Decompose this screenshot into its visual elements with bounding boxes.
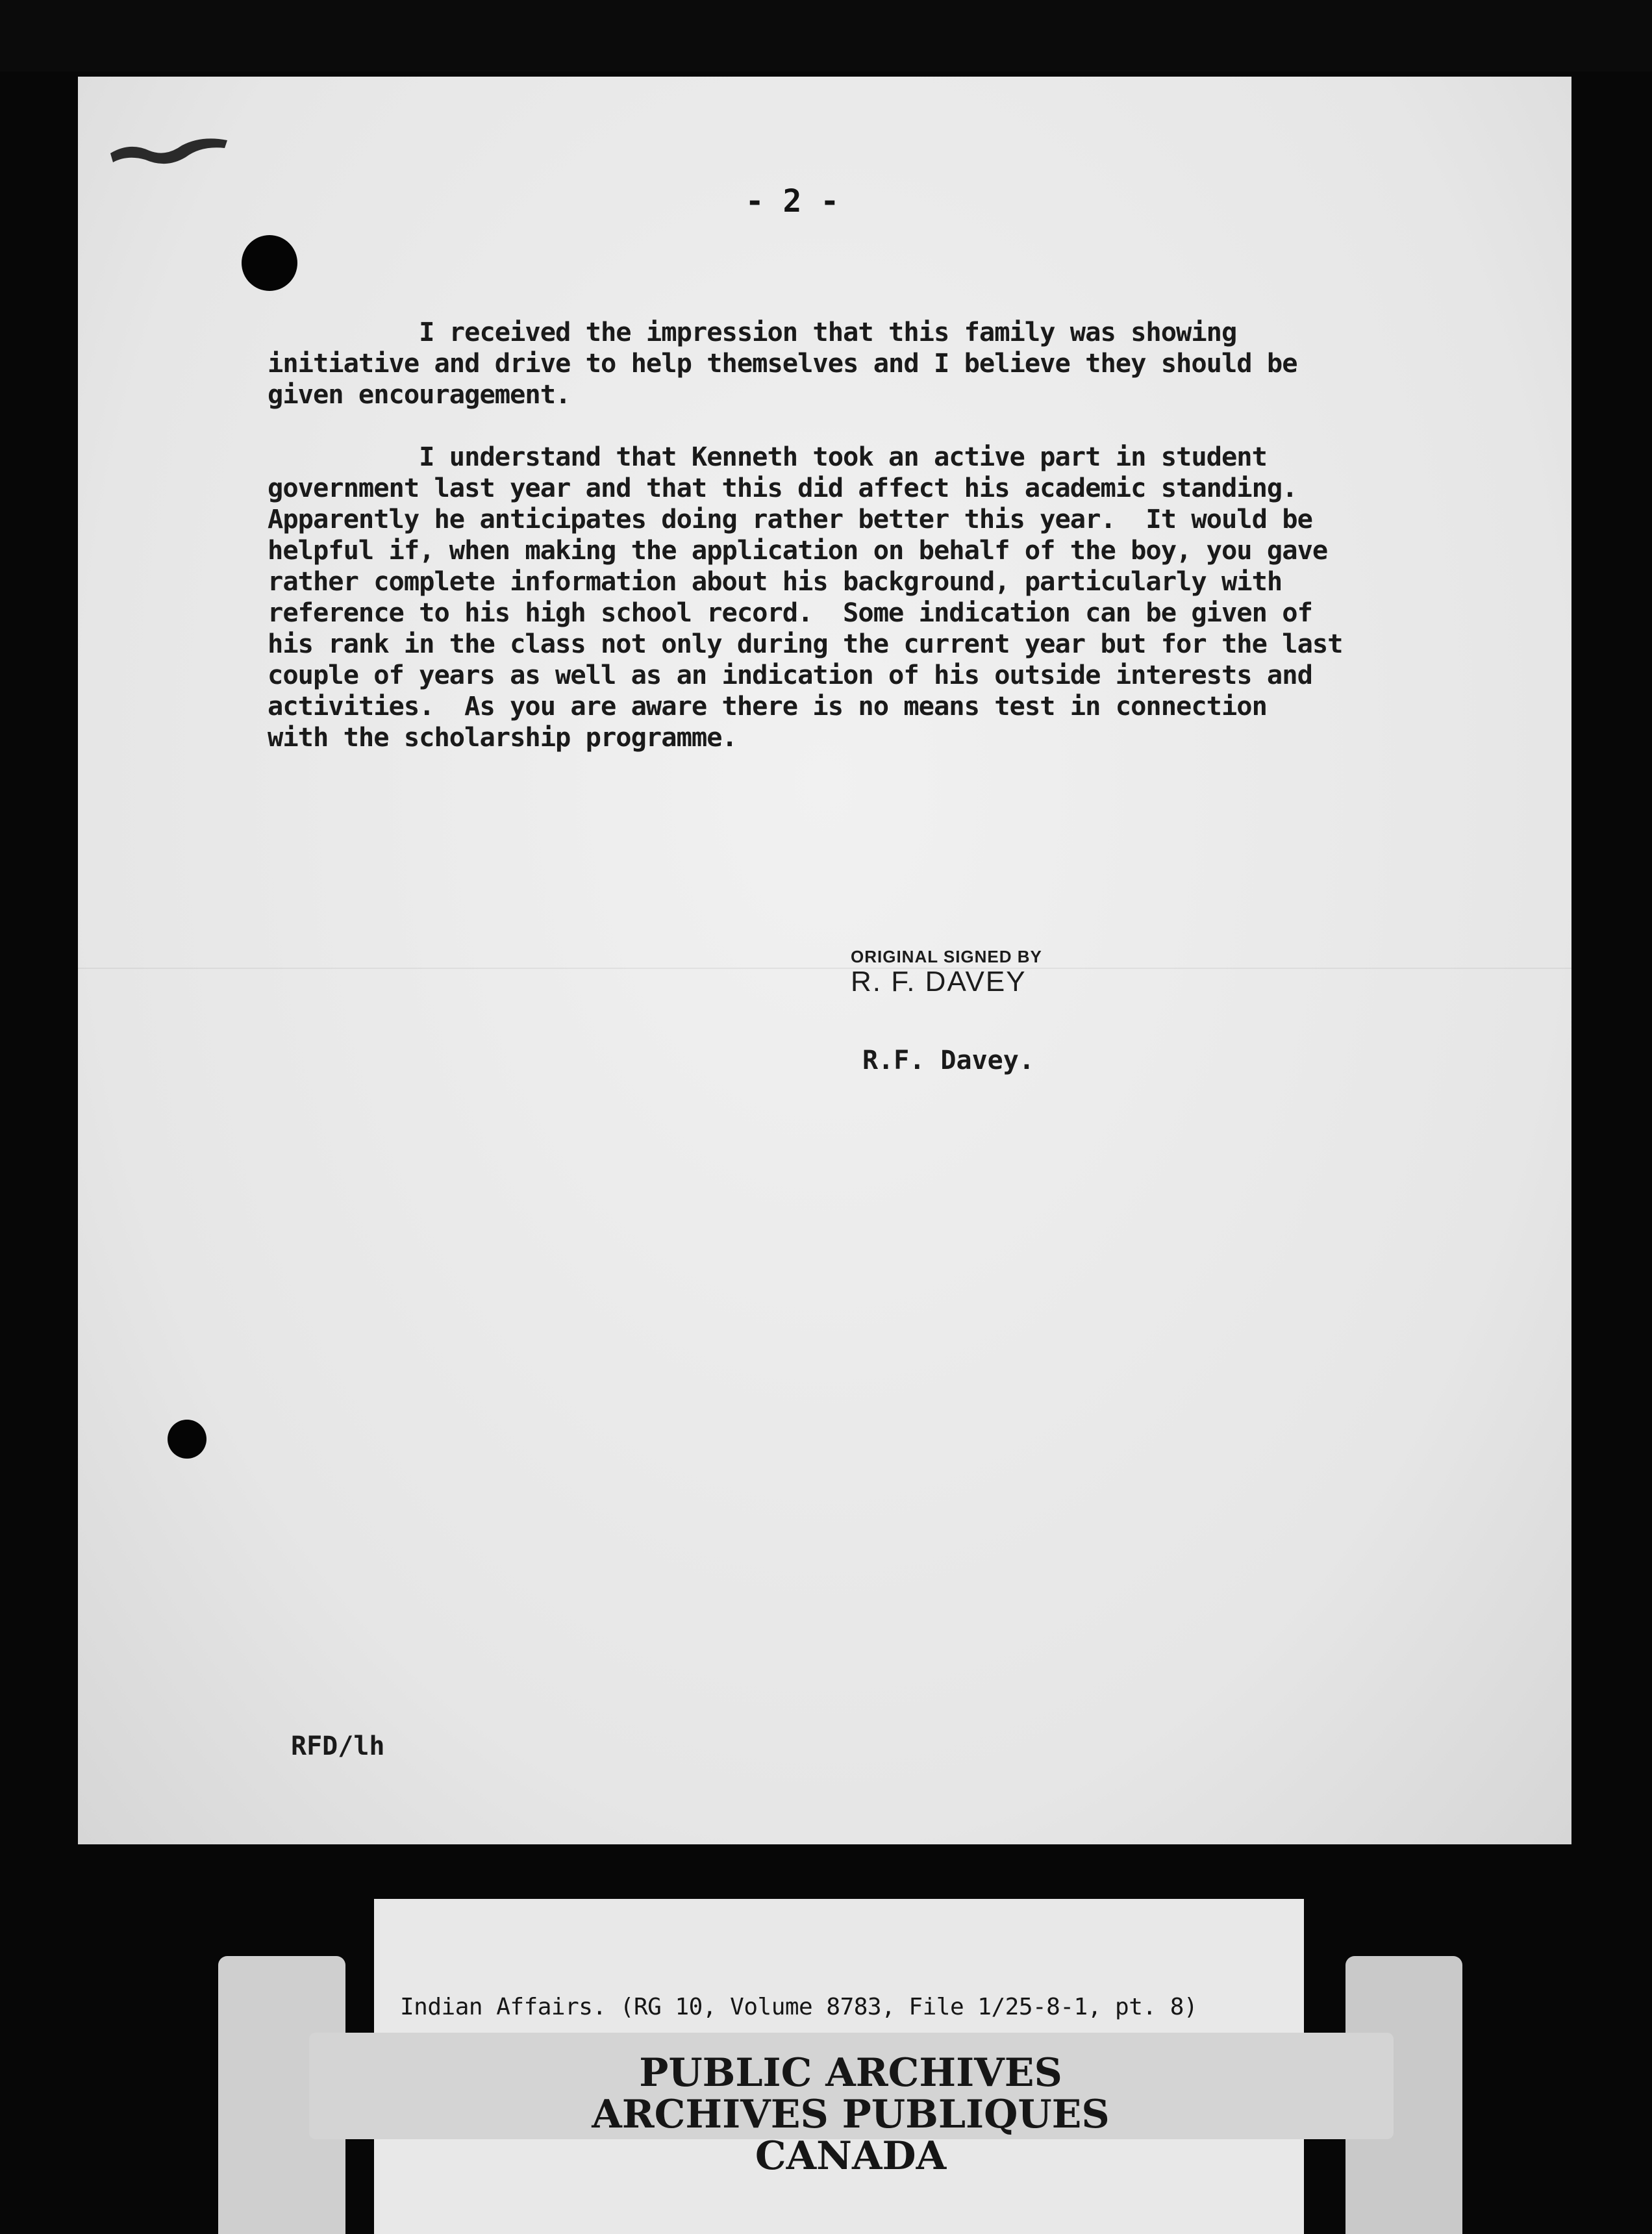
page-number: - 2 - xyxy=(745,183,840,220)
paragraph-kenneth-application: I understand that Kenneth took an active part in student government last year and that this did affect his academic standing. Apparently he anticipates doing rather better this year. It would be helpful if, when making the application on behalf of the boy, you gave rather complete information about his background, particularly with reference to his high school record. Some indication can be given of his rank in the class not only during the current year but for the last couple of years as well as an indication of his outside interests and activities. As you are aware there is no means test in connection with the scholarship programme. xyxy=(268,441,1343,753)
archives-line-french: ARCHIVES PUBLIQUES xyxy=(592,2092,1110,2137)
film-frame-top xyxy=(0,0,1652,71)
public-archives-stamp xyxy=(494,2052,1208,2177)
stamp-name: R. F. DAVEY xyxy=(851,966,1027,998)
punch-hole-bottom xyxy=(168,1420,206,1459)
signer-name: R.F. Davey. xyxy=(862,1046,1034,1075)
ink-smudge-icon xyxy=(104,129,234,181)
archives-line-english: PUBLIC ARCHIVES xyxy=(639,2050,1062,2096)
stamp-label: ORIGINAL SIGNED BY xyxy=(851,947,1042,966)
page-fold-line xyxy=(78,968,1571,969)
punch-hole-top xyxy=(242,235,297,291)
paragraph-family-initiative: I received the impression that this family was showing initiative and drive to help themselves and I believe they should be given encouragement. xyxy=(268,316,1297,410)
archives-line-country: CANADA xyxy=(755,2133,947,2179)
archive-reference-label: Indian Affairs. (RG 10, Volume 8783, File 1/25-8-1, pt. 8) xyxy=(400,1994,1198,2020)
signature-stamp xyxy=(851,947,1042,998)
reference-initials: RFD/lh xyxy=(291,1731,385,1761)
